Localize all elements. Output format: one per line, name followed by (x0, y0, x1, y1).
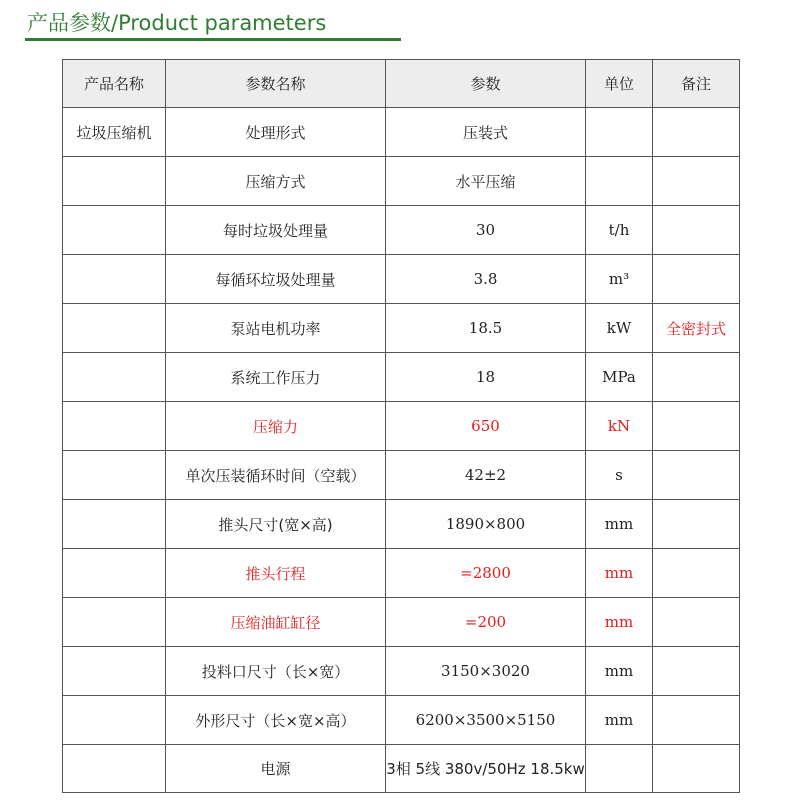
title-underline (25, 38, 401, 41)
cell-remark (653, 206, 740, 255)
column-header-unit: 单位 (586, 60, 653, 108)
cell-unit (586, 108, 653, 157)
table-row (63, 255, 740, 304)
table-row (63, 598, 740, 647)
table-row (63, 206, 740, 255)
cell-remark (653, 598, 740, 647)
section-header (25, 0, 401, 44)
cell-param-value: 18.5 (386, 304, 586, 353)
cell-param-name: 压缩力 (166, 402, 386, 451)
cell-unit: kN (586, 402, 653, 451)
cell-remark (653, 255, 740, 304)
table-body (63, 108, 740, 793)
cell-param-value: 42±2 (386, 451, 586, 500)
cell-param-name: 外形尺寸（长×宽×高） (166, 696, 386, 745)
cell-param-name: 每时垃圾处理量 (166, 206, 386, 255)
cell-unit (586, 157, 653, 206)
cell-param-name: 处理形式 (166, 108, 386, 157)
column-header-product: 产品名称 (63, 60, 166, 108)
cell-param-value: 18 (386, 353, 586, 402)
table-row (63, 696, 740, 745)
cell-param-value: 6200×3500×5150 (386, 696, 586, 745)
table-row (63, 157, 740, 206)
product-parameters-table (62, 59, 740, 793)
cell-param-value: 3.8 (386, 255, 586, 304)
cell-param-name: 泵站电机功率 (166, 304, 386, 353)
cell-param-name: 单次压装循环时间（空载） (166, 451, 386, 500)
cell-param-name: 投料口尺寸（长×宽） (166, 647, 386, 696)
table-row (63, 647, 740, 696)
table-row (63, 500, 740, 549)
cell-product (63, 598, 166, 647)
cell-remark (653, 500, 740, 549)
cell-remark: 全密封式 (653, 304, 740, 353)
cell-remark (653, 647, 740, 696)
cell-unit: m³ (586, 255, 653, 304)
cell-param-value: =200 (386, 598, 586, 647)
cell-remark (653, 549, 740, 598)
cell-product (63, 500, 166, 549)
cell-unit: s (586, 451, 653, 500)
cell-param-value: 3150×3020 (386, 647, 586, 696)
cell-product (63, 451, 166, 500)
cell-product: 垃圾压缩机 (63, 108, 166, 157)
cell-param-value: 1890×800 (386, 500, 586, 549)
cell-param-name: 压缩方式 (166, 157, 386, 206)
cell-product (63, 157, 166, 206)
cell-product (63, 353, 166, 402)
cell-remark (653, 696, 740, 745)
cell-remark (653, 353, 740, 402)
cell-remark (653, 108, 740, 157)
cell-unit: mm (586, 647, 653, 696)
table-row (63, 745, 740, 793)
cell-param-name: 推头行程 (166, 549, 386, 598)
cell-remark (653, 157, 740, 206)
cell-product (63, 696, 166, 745)
table-row (63, 402, 740, 451)
cell-product (63, 402, 166, 451)
table-row (63, 304, 740, 353)
column-header-remark: 备注 (653, 60, 740, 108)
table-row (63, 451, 740, 500)
cell-unit (586, 745, 653, 793)
cell-unit: mm (586, 696, 653, 745)
cell-param-value: 650 (386, 402, 586, 451)
column-header-param-value: 参数 (386, 60, 586, 108)
cell-product (63, 549, 166, 598)
cell-unit: t/h (586, 206, 653, 255)
table-row (63, 108, 740, 157)
table-row (63, 353, 740, 402)
cell-param-name: 系统工作压力 (166, 353, 386, 402)
cell-param-name: 推头尺寸(宽×高) (166, 500, 386, 549)
cell-remark (653, 402, 740, 451)
table-header-row (63, 60, 740, 108)
cell-param-value: 30 (386, 206, 586, 255)
cell-remark (653, 745, 740, 793)
cell-param-name: 电源 (166, 745, 386, 793)
cell-product (63, 206, 166, 255)
cell-param-name: 每循环垃圾处理量 (166, 255, 386, 304)
cell-param-value: 压装式 (386, 108, 586, 157)
cell-unit: mm (586, 500, 653, 549)
cell-param-value: 水平压缩 (386, 157, 586, 206)
cell-unit: kW (586, 304, 653, 353)
cell-product (63, 304, 166, 353)
cell-product (63, 647, 166, 696)
cell-param-value: =2800 (386, 549, 586, 598)
cell-remark (653, 451, 740, 500)
cell-unit: MPa (586, 353, 653, 402)
cell-product (63, 255, 166, 304)
cell-unit: mm (586, 549, 653, 598)
section-title: 产品参数/Product parameters (27, 11, 327, 35)
cell-param-value: 3相 5线 380v/50Hz 18.5kw (386, 745, 586, 793)
cell-unit: mm (586, 598, 653, 647)
column-header-param-name: 参数名称 (166, 60, 386, 108)
table-row (63, 549, 740, 598)
cell-param-name: 压缩油缸缸径 (166, 598, 386, 647)
cell-product (63, 745, 166, 793)
